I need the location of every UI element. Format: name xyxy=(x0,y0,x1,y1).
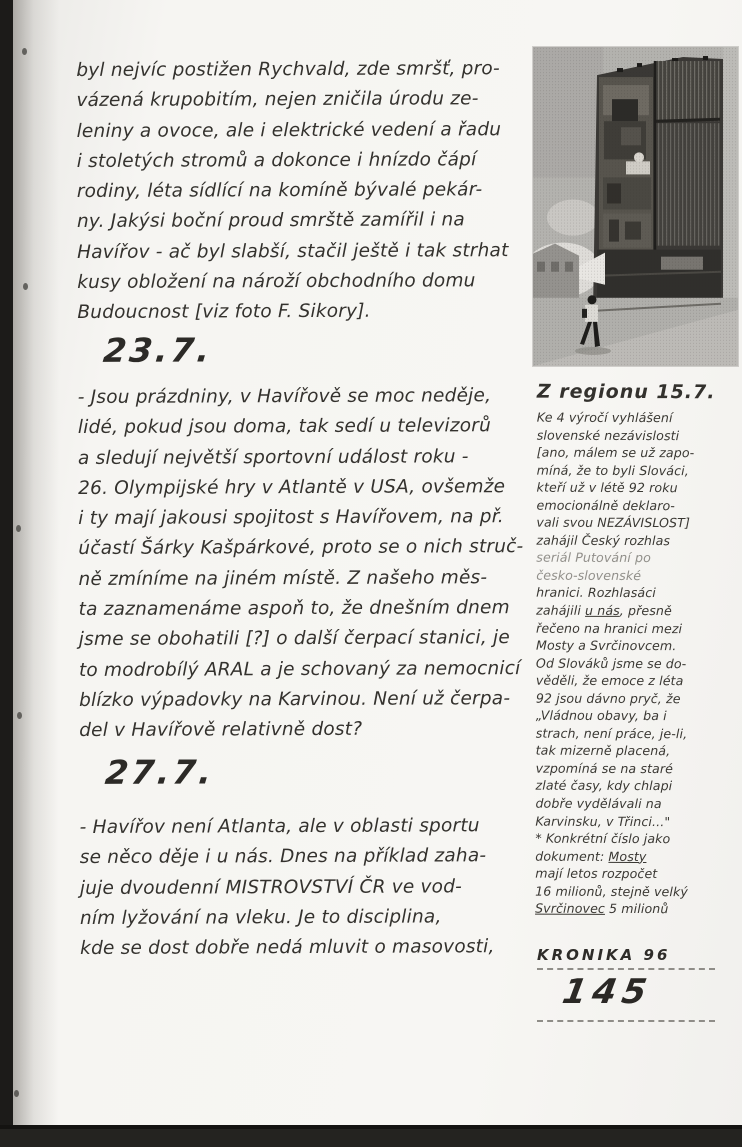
handwritten-line: - Havířov není Atlanta, ale v oblasti sportu xyxy=(79,815,480,838)
handwritten-line: kusy obložení na nároží obchodního domu xyxy=(77,270,476,294)
margin-note-line-faded: česko-slovenské xyxy=(536,567,642,583)
paragraph-22-7 xyxy=(76,54,509,329)
margin-note-line-underlined-svrcinovec xyxy=(535,900,739,918)
building-photo xyxy=(533,47,738,366)
handwritten-line: Havířov - ač byl slabší, stačil ještě i tak strhat xyxy=(77,239,509,263)
margin-note-line-underlined-u-nas xyxy=(536,602,740,620)
handwritten-line: - Jsou prázdniny, v Havířově se moc neděje, xyxy=(77,385,492,409)
handwritten-line: del v Havířově relativně dost? xyxy=(79,719,363,742)
handwritten-line: i ty mají jakousi spojitost s Havířovem, na př. xyxy=(78,506,504,530)
handwritten-line: ta zaznamenáme aspoň to, že dnešním dnem xyxy=(78,597,510,621)
margin-note-line: 92 jsou dávno pryč, že xyxy=(535,690,681,706)
margin-note-column xyxy=(535,381,741,919)
handwritten-line: i stoletých stromů a dokonce i hnízdo čápí xyxy=(76,149,477,172)
handwritten-line: lidé, pokud jsou doma, tak sedí u televizorů xyxy=(77,415,492,439)
binding-speck xyxy=(17,712,22,719)
margin-note-line: řečeno na hranici mezi xyxy=(536,620,683,636)
margin-note-line: [ano, málem se už zapo- xyxy=(536,444,695,461)
margin-note-line: slovenské nezávislosti xyxy=(536,427,680,443)
handwritten-line: kde se dost dobře nedá mluvit o masovosti, xyxy=(80,936,495,960)
date-heading-27-7: 27.7. xyxy=(103,752,217,792)
margin-note-line: vzpomíná se na staré xyxy=(535,760,674,777)
handwritten-line: ně zmíníme na jiném místě. Z našeho měs- xyxy=(78,567,488,590)
handwritten-line: juje dvoudenní MISTROVSTVÍ ČR ve vod- xyxy=(79,875,463,899)
margin-note-line: kteří už v létě 92 roku xyxy=(536,479,678,496)
margin-note-line: Karvinsku, v Třinci..." xyxy=(535,813,671,829)
divider-line xyxy=(537,964,715,970)
date-heading-23-7: 23.7. xyxy=(101,330,215,370)
binding-speck xyxy=(23,283,28,290)
underlined-text: Mosty xyxy=(608,848,647,864)
margin-note-line: tak mizerně placená, xyxy=(535,743,671,759)
divider-line xyxy=(537,1016,715,1022)
binding-speck xyxy=(22,48,27,55)
main-text-column xyxy=(76,0,538,960)
margin-note-line: mají letos rozpočet xyxy=(535,865,658,882)
margin-note-line: emocionálně deklaro- xyxy=(536,497,675,513)
building-photo-graphic xyxy=(533,47,738,366)
handwritten-line: Budoucnost [viz foto F. Sikory]. xyxy=(77,301,371,324)
handwritten-line: jsme se obohatili [?] o další čerpací stanici, je xyxy=(78,627,510,651)
scan-bottom-edge xyxy=(0,1125,742,1147)
margin-note-line-faded: seriál Putování po xyxy=(536,550,651,566)
binding-speck xyxy=(14,1090,19,1097)
handwritten-line: rodiny, léta sídlící na komíně bývalé pekár- xyxy=(76,179,483,203)
margin-note-line: věděli, že emoce z léta xyxy=(535,672,684,689)
margin-text: zahájili xyxy=(536,602,586,618)
handwritten-line: ním lyžování na vleku. Je to disciplina, xyxy=(79,906,442,929)
handwritten-line: se něco děje i u nás. Dnes na příklad zaha- xyxy=(79,845,487,869)
margin-text: , přesně xyxy=(619,602,672,619)
margin-note-line: Ke 4 výročí vyhlášení xyxy=(536,409,673,426)
page-number: 145 xyxy=(559,972,656,1012)
underlined-text: u nás xyxy=(585,602,620,618)
book-binding-shadow xyxy=(13,0,59,1147)
margin-note-line: vali svou NEZÁVISLOST] xyxy=(536,514,691,531)
handwritten-line: vázená krupobitím, nejen zničila úrodu ze- xyxy=(76,88,479,112)
margin-note-line: dobře vydělávali na xyxy=(535,795,662,812)
margin-note-line: Mosty a Svrčinovcem. xyxy=(535,637,677,654)
margin-note-line: Od Slováků jsme se do- xyxy=(535,655,687,671)
margin-note-line: zahájil Český rozhlas xyxy=(536,532,671,548)
handwritten-line: a sledují největší sportovní událost roku - xyxy=(77,445,469,469)
handwritten-line: 26. Olympijské hry v Atlantě v USA, ovšemže xyxy=(78,476,506,499)
kronika-stamp: KRONIKA 96 xyxy=(537,946,671,964)
paragraph-23-7 xyxy=(78,381,525,747)
margin-note-line: míná, že to byli Slováci, xyxy=(536,462,689,478)
handwritten-line: ny. Jakýsi boční proud smrště zamířil i na xyxy=(76,209,465,233)
margin-note-heading: Z regionu 15.7. xyxy=(536,380,716,404)
margin-note-line-underlined-mosty xyxy=(535,847,739,865)
handwritten-line: byl nejvíc postižen Rychvald, zde smršť, pro- xyxy=(76,58,500,82)
margin-note-line: hranici. Rozhlasáci xyxy=(536,585,656,601)
margin-note-line: „Vládnou obavy, ba i xyxy=(535,707,667,724)
page-footer xyxy=(537,946,722,1022)
margin-note-line: * Konkrétní číslo jako xyxy=(535,830,671,847)
paragraph-27-7 xyxy=(80,811,495,964)
binding-speck xyxy=(16,525,21,532)
margin-note-line: 16 milionů, stejně velký xyxy=(535,883,688,899)
handwritten-line: to modrobílý ARAL a je schovaný za nemocnicí xyxy=(78,657,521,681)
handwritten-line: účastí Šárky Kašpárkové, proto se o nich struč- xyxy=(78,536,524,560)
margin-text: dokument: xyxy=(535,848,609,864)
underlined-text: Svrčinovec xyxy=(535,900,605,917)
handwritten-line: blízko výpadovky na Karvinou. Není už čerpa- xyxy=(79,688,511,711)
margin-text: 5 milionů xyxy=(604,901,669,917)
scan-left-edge xyxy=(0,0,13,1147)
margin-note-line: strach, není práce, je-li, xyxy=(535,725,688,742)
handwritten-line: leniny a ovoce, ale i elektrické vedení a řadu xyxy=(76,118,502,142)
margin-note-line: zlaté časy, kdy chlapi xyxy=(535,778,673,794)
